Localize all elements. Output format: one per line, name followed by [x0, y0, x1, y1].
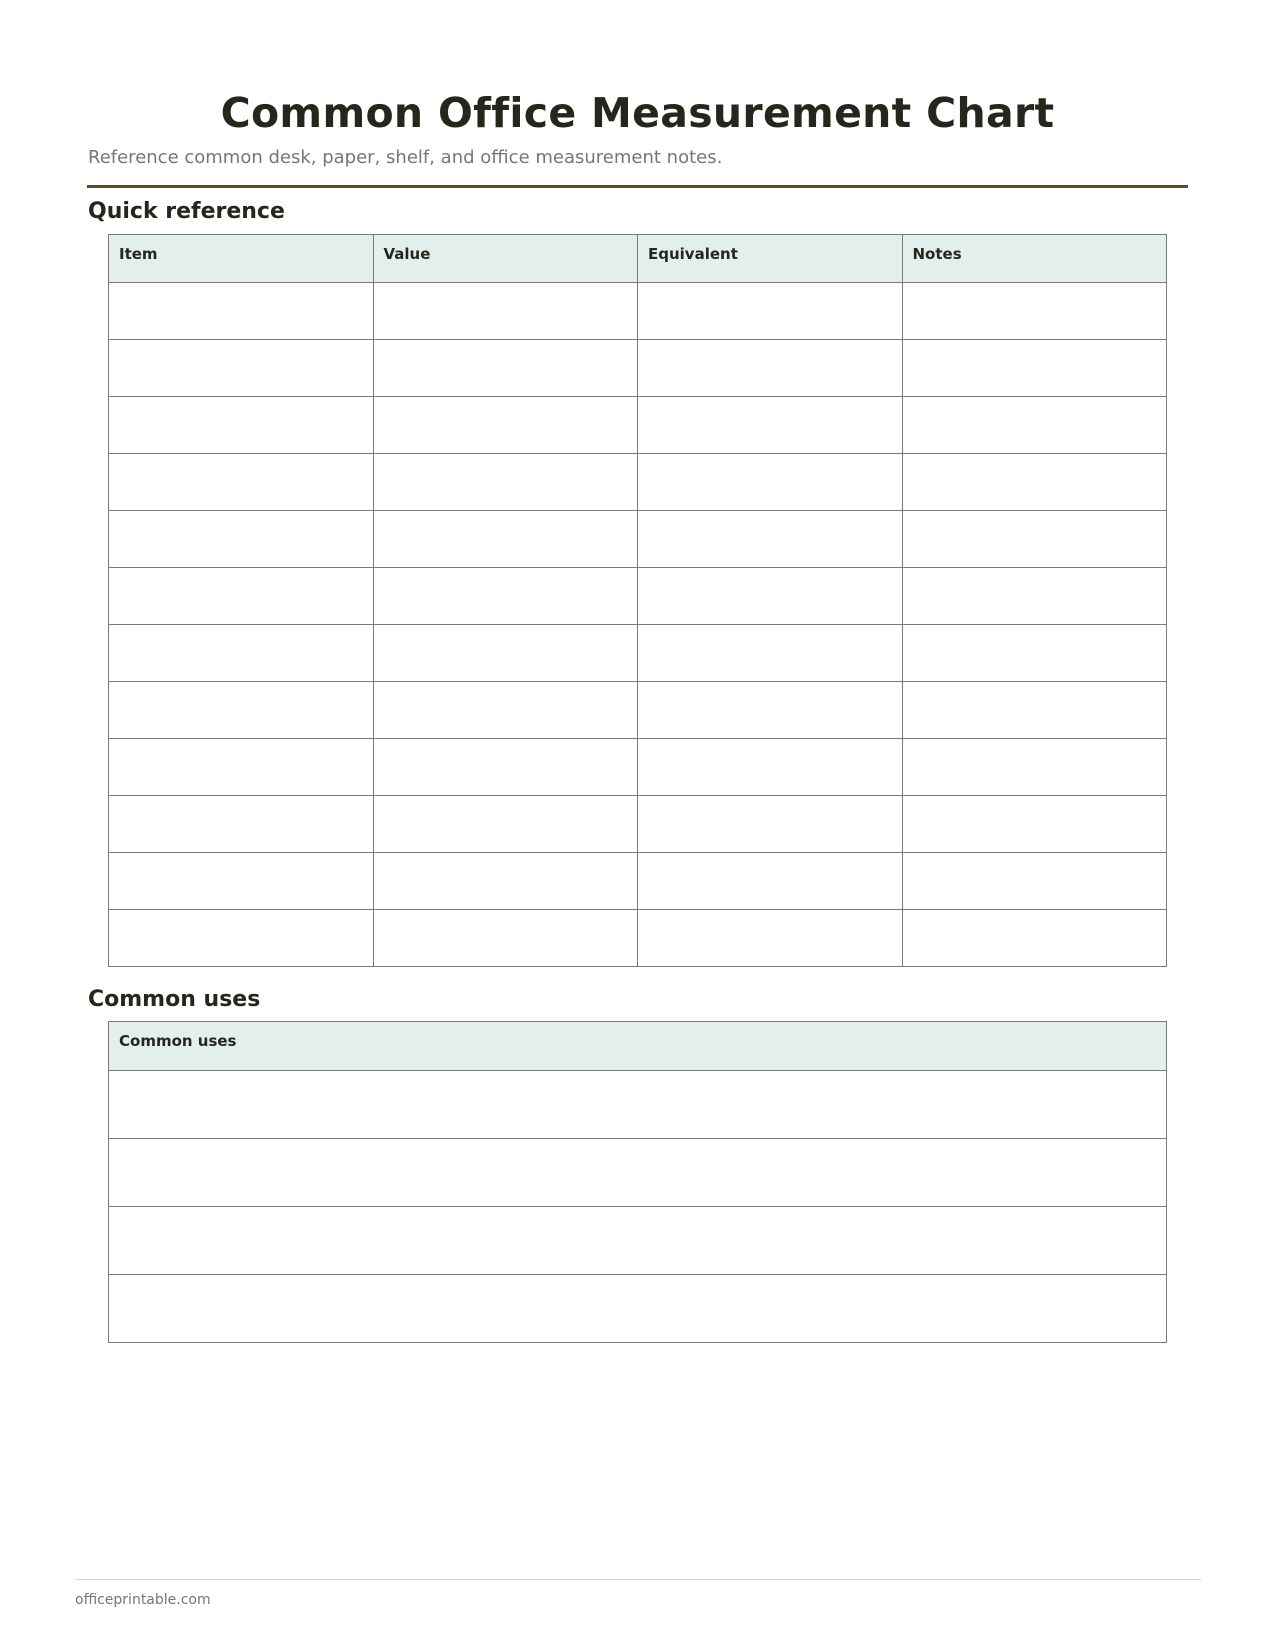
- page-subtitle: Reference common desk, paper, shelf, and office measurement notes.: [88, 147, 723, 168]
- column-header-common-uses: Common uses: [109, 1022, 1167, 1071]
- table-cell[interactable]: [902, 739, 1167, 796]
- table-row: [109, 853, 1167, 910]
- table-cell[interactable]: [109, 283, 374, 340]
- table-cell[interactable]: [109, 568, 374, 625]
- table-cell[interactable]: [902, 796, 1167, 853]
- table-cell[interactable]: [373, 454, 638, 511]
- table-row: [109, 340, 1167, 397]
- quick-reference-heading: Quick reference: [88, 199, 285, 224]
- table-cell[interactable]: [109, 682, 374, 739]
- column-header-notes: Notes: [902, 235, 1167, 283]
- table-row: [109, 283, 1167, 340]
- table-cell[interactable]: [109, 1071, 1167, 1139]
- table-cell[interactable]: [109, 796, 374, 853]
- table-cell[interactable]: [373, 340, 638, 397]
- table-cell[interactable]: [902, 511, 1167, 568]
- table-cell[interactable]: [373, 853, 638, 910]
- table-cell[interactable]: [902, 454, 1167, 511]
- table-cell[interactable]: [638, 853, 903, 910]
- table-cell[interactable]: [902, 568, 1167, 625]
- column-header-equivalent: Equivalent: [638, 235, 903, 283]
- table-cell[interactable]: [638, 796, 903, 853]
- table-cell[interactable]: [638, 454, 903, 511]
- table-cell[interactable]: [638, 397, 903, 454]
- table-cell[interactable]: [638, 283, 903, 340]
- table-cell[interactable]: [638, 340, 903, 397]
- table-row: [109, 796, 1167, 853]
- table-cell[interactable]: [902, 910, 1167, 967]
- table-row: [109, 910, 1167, 967]
- table-cell[interactable]: [373, 682, 638, 739]
- quick-reference-table: [108, 234, 1167, 967]
- common-uses-heading: Common uses: [88, 987, 261, 1012]
- table-cell[interactable]: [373, 625, 638, 682]
- table-header-row: [109, 1022, 1167, 1071]
- column-header-item: Item: [109, 235, 374, 283]
- table-cell[interactable]: [638, 511, 903, 568]
- table-row: [109, 739, 1167, 796]
- table-cell[interactable]: [109, 853, 374, 910]
- column-header-value: Value: [373, 235, 638, 283]
- table-row: [109, 511, 1167, 568]
- title-divider: [87, 185, 1188, 188]
- table-cell[interactable]: [109, 397, 374, 454]
- table-row: [109, 454, 1167, 511]
- table-cell[interactable]: [902, 682, 1167, 739]
- table-cell[interactable]: [902, 853, 1167, 910]
- table-cell[interactable]: [638, 682, 903, 739]
- table-row: [109, 1139, 1167, 1207]
- table-cell[interactable]: [109, 910, 374, 967]
- table-cell[interactable]: [373, 796, 638, 853]
- table-row: [109, 568, 1167, 625]
- table-cell[interactable]: [109, 511, 374, 568]
- table-cell[interactable]: [373, 511, 638, 568]
- common-uses-table: [108, 1021, 1167, 1343]
- table-header-row: [109, 235, 1167, 283]
- table-cell[interactable]: [109, 739, 374, 796]
- table-cell[interactable]: [109, 340, 374, 397]
- table-cell[interactable]: [902, 283, 1167, 340]
- table-cell[interactable]: [373, 568, 638, 625]
- table-cell[interactable]: [373, 739, 638, 796]
- table-cell[interactable]: [902, 625, 1167, 682]
- footer-divider: [75, 1579, 1201, 1580]
- table-cell[interactable]: [373, 397, 638, 454]
- table-row: [109, 682, 1167, 739]
- table-cell[interactable]: [638, 625, 903, 682]
- table-cell[interactable]: [638, 910, 903, 967]
- table-cell[interactable]: [373, 283, 638, 340]
- table-row: [109, 397, 1167, 454]
- table-cell[interactable]: [109, 1139, 1167, 1207]
- table-cell[interactable]: [638, 739, 903, 796]
- table-row: [109, 1207, 1167, 1275]
- page-title: Common Office Measurement Chart: [220, 89, 1055, 137]
- table-row: [109, 1275, 1167, 1343]
- table-cell[interactable]: [902, 340, 1167, 397]
- table-cell[interactable]: [902, 397, 1167, 454]
- table-cell[interactable]: [109, 1275, 1167, 1343]
- table-row: [109, 625, 1167, 682]
- footer-site-name: officeprintable.com: [75, 1592, 211, 1608]
- table-row: [109, 1071, 1167, 1139]
- table-cell[interactable]: [373, 910, 638, 967]
- table-cell[interactable]: [638, 568, 903, 625]
- table-cell[interactable]: [109, 1207, 1167, 1275]
- table-cell[interactable]: [109, 454, 374, 511]
- table-cell[interactable]: [109, 625, 374, 682]
